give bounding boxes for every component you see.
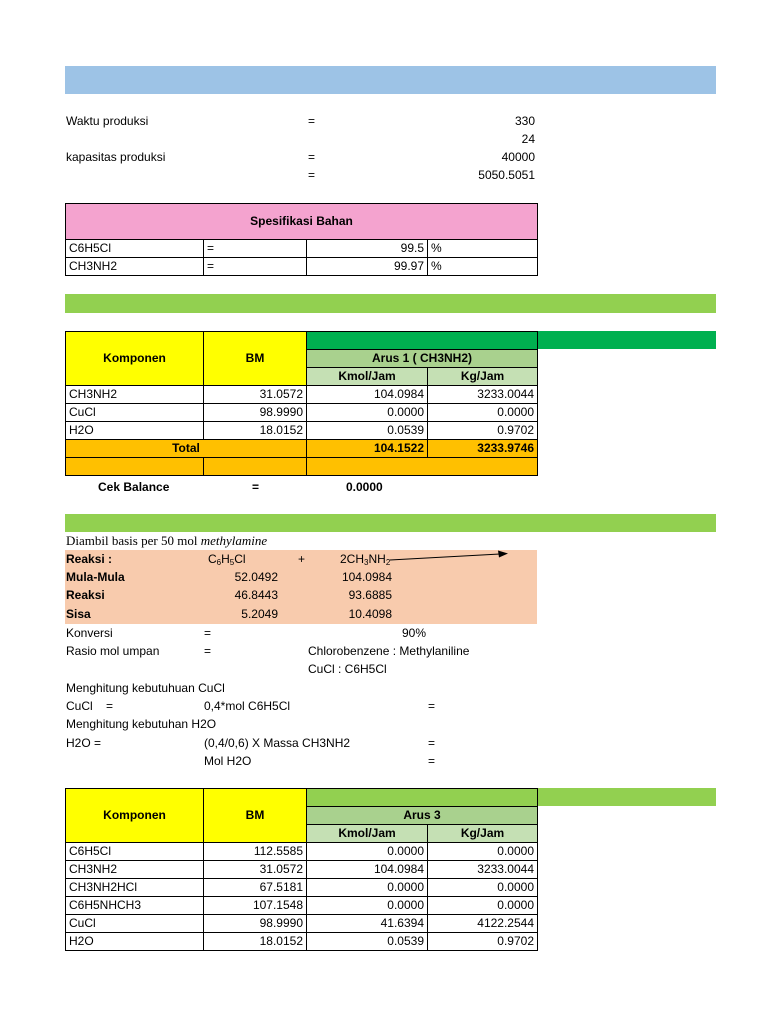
cell-kg: 0.9702 <box>428 422 538 440</box>
cell-kmol: 104.0984 <box>307 861 428 879</box>
table-row <box>66 879 538 897</box>
section-band <box>65 514 716 532</box>
cell-name: H2O <box>66 933 204 951</box>
spec-name: CH3NH2 <box>66 258 204 276</box>
cell-kmol: 0.0000 <box>307 897 428 915</box>
total-row <box>66 440 538 458</box>
cell-kmol: 0.0000 <box>307 879 428 897</box>
table-row <box>66 404 538 422</box>
col-kg: Kg/Jam <box>428 825 538 843</box>
arus1-table <box>65 331 538 476</box>
cell-name: CuCl <box>66 915 204 933</box>
cell-name: H2O <box>66 422 204 440</box>
basis-prefix: Diambil basis per 50 mol <box>66 533 201 548</box>
h2o-formula: (0,4/0,6) X Massa CH3NH2 <box>204 736 351 750</box>
cell-kmol: 104.0984 <box>307 386 428 404</box>
cell-name: CH3NH2HCl <box>66 879 204 897</box>
arus-title: Arus 3 <box>307 807 538 825</box>
empty-orange-row <box>66 458 538 476</box>
table-row <box>66 386 538 404</box>
h2o-eq: = <box>428 736 436 750</box>
col-komponen: Komponen <box>66 332 204 386</box>
production-eq: = <box>308 168 316 182</box>
cek-eq: = <box>252 480 260 494</box>
cell-name: CH3NH2 <box>66 386 204 404</box>
cell-bm: 31.0572 <box>204 861 307 879</box>
cell-bm: 31.0572 <box>204 386 307 404</box>
empty-cell <box>204 458 307 476</box>
table-row <box>66 258 538 276</box>
r2-a: 2CH <box>340 552 365 566</box>
spec-eq: = <box>204 240 307 258</box>
cell-kmol: 0.0539 <box>307 933 428 951</box>
reaction-v2: 10.4098 <box>348 607 392 621</box>
r2-sub2: 2 <box>385 558 391 567</box>
cucl-label: CuCl = <box>66 699 114 713</box>
cell-kg: 0.0000 <box>428 897 538 915</box>
table-row <box>66 915 538 933</box>
arus-top-cell <box>307 789 538 807</box>
cell-name: C6H5Cl <box>66 843 204 861</box>
r1-b: H <box>221 552 230 566</box>
col-bm: BM <box>204 332 307 386</box>
cell-kg: 0.9702 <box>428 933 538 951</box>
cell-bm: 107.1548 <box>204 897 307 915</box>
cek-label: Cek Balance <box>98 480 170 494</box>
cell-kg: 0.0000 <box>428 879 538 897</box>
table-row <box>66 897 538 915</box>
spec-name: C6H5Cl <box>66 240 204 258</box>
table-row <box>66 933 538 951</box>
table-row <box>66 843 538 861</box>
r1-c: Cl <box>234 552 246 566</box>
table-row <box>66 861 538 879</box>
basis-italic: methylamine <box>200 533 268 548</box>
molh2o-label: Mol H2O <box>204 754 252 768</box>
spec-unit: % <box>428 258 538 276</box>
production-eq: = <box>308 114 316 128</box>
arus-title: Arus 1 ( CH3NH2) <box>307 350 538 368</box>
h2o-heading: Menghitung kebutuhan H2O <box>66 717 217 731</box>
cell-bm: 98.9990 <box>204 404 307 422</box>
arus3-table <box>65 788 538 951</box>
production-value: 24 <box>521 132 535 146</box>
r2-sub1: 3 <box>364 558 369 567</box>
cek-value: 0.0000 <box>346 480 383 494</box>
cucl-eq: = <box>428 699 436 713</box>
spec-title: Spesifikasi Bahan <box>66 204 538 240</box>
reaction-arrow-icon <box>388 550 510 564</box>
spec-eq: = <box>204 258 307 276</box>
reactant1 <box>208 550 246 568</box>
col-kmol: Kmol/Jam <box>307 825 428 843</box>
cell-name: CH3NH2 <box>66 861 204 879</box>
reaction-row-label: Reaksi <box>66 588 105 602</box>
r1-sub1: 6 <box>216 558 222 567</box>
empty-cell <box>66 458 204 476</box>
cell-bm: 98.9990 <box>204 915 307 933</box>
rasio-label: Rasio mol umpan <box>66 644 160 658</box>
cell-kg: 3233.0044 <box>428 861 538 879</box>
konversi-eq: = <box>204 626 212 640</box>
spec-value: 99.97 <box>307 258 428 276</box>
spec-table <box>65 203 538 276</box>
cell-bm: 18.0152 <box>204 422 307 440</box>
col-kg: Kg/Jam <box>428 368 538 386</box>
cell-kg: 4122.2544 <box>428 915 538 933</box>
spec-value: 99.5 <box>307 240 428 258</box>
cell-bm: 18.0152 <box>204 933 307 951</box>
total-kg: 3233.9746 <box>428 440 538 458</box>
production-value: 330 <box>514 114 535 128</box>
production-value: 5050.5051 <box>478 168 535 182</box>
cell-bm: 112.5585 <box>204 843 307 861</box>
production-eq: = <box>308 150 316 164</box>
cell-name: CuCl <box>66 404 204 422</box>
cell-kg: 0.0000 <box>428 843 538 861</box>
spec-unit: % <box>428 240 538 258</box>
h2o-label: H2O = <box>66 736 102 750</box>
cell-bm: 67.5181 <box>204 879 307 897</box>
konversi-label: Konversi <box>66 626 113 640</box>
cell-kmol: 0.0000 <box>307 404 428 422</box>
production-label: kapasitas produksi <box>66 150 166 164</box>
r2-b: NH <box>368 552 386 566</box>
reaction-row-label: Sisa <box>66 607 91 621</box>
basis-text <box>66 532 267 550</box>
header-band <box>65 66 716 94</box>
reaction-v2: 93.6885 <box>348 588 392 602</box>
col-bm: BM <box>204 789 307 843</box>
arus-top-cell <box>307 332 538 350</box>
plus-sign: + <box>298 552 306 566</box>
cell-kmol: 41.6394 <box>307 915 428 933</box>
total-kmol: 104.1522 <box>307 440 428 458</box>
reaction-v1: 52.0492 <box>234 570 278 584</box>
konversi-value: 90% <box>401 626 426 640</box>
production-label: Waktu produksi <box>66 114 149 128</box>
rasio-text-1: Chlorobenzene : Methylaniline <box>308 644 470 658</box>
reaction-row-label: Mula-Mula <box>66 570 125 584</box>
col-kmol: Kmol/Jam <box>307 368 428 386</box>
reaction-v1: 46.8443 <box>234 588 278 602</box>
r1-sub2: 5 <box>229 558 235 567</box>
cucl-formula: 0,4*mol C6H5Cl <box>204 699 291 713</box>
reaction-v1: 5.2049 <box>241 607 278 621</box>
table-row <box>66 422 538 440</box>
cell-kmol: 0.0000 <box>307 843 428 861</box>
total-label: Total <box>66 440 307 458</box>
molh2o-eq: = <box>428 754 436 768</box>
cell-kg: 0.0000 <box>428 404 538 422</box>
table-row <box>66 240 538 258</box>
production-value: 40000 <box>501 150 535 164</box>
empty-cell <box>307 458 538 476</box>
reactant2 <box>340 550 390 568</box>
reaction-v2: 104.0984 <box>341 570 392 584</box>
col-komponen: Komponen <box>66 789 204 843</box>
reaksi-label: Reaksi : <box>66 552 113 566</box>
r1-a: C <box>208 552 217 566</box>
cell-kg: 3233.0044 <box>428 386 538 404</box>
cell-name: C6H5NHCH3 <box>66 897 204 915</box>
section-band <box>65 294 716 313</box>
cell-kmol: 0.0539 <box>307 422 428 440</box>
rasio-eq: = <box>204 644 212 658</box>
rasio-text-2: CuCl : C6H5Cl <box>308 662 387 676</box>
cucl-heading: Menghitung kebutuhuan CuCl <box>66 681 225 695</box>
